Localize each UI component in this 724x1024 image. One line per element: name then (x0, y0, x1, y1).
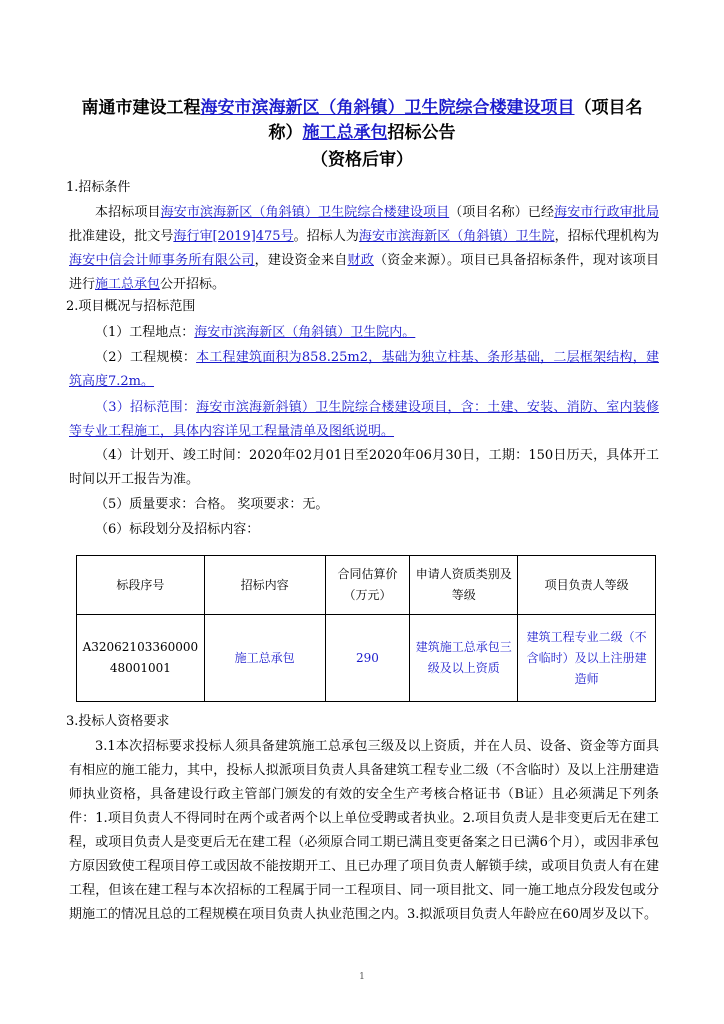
title-suffix: （项目名 (574, 98, 643, 118)
s1-text-d: 。招标人为 (293, 229, 359, 244)
title-line2-suffix: 招标公告 (387, 123, 456, 143)
page-number: 1 (359, 972, 365, 982)
title-package: 施工总承包 (302, 123, 388, 143)
table-row (77, 615, 656, 702)
cell-manager: 建筑工程专业二级（不含临时）及以上注册建造师 (518, 615, 656, 702)
s2-item3-value: 海安市滨海新斜镇）卫生院综合楼建设项目，含：土建、安装、消防、室内装修等专业工程施工，具体内容详见工程量清单及图纸说明。 (69, 400, 659, 439)
col-header-price: 合同估算价（万元） (325, 556, 410, 615)
cell-section-no: A3206210336000048001001 (77, 615, 205, 702)
cell-qualification: 建筑施工总承包三级及以上资质 (410, 615, 518, 702)
s1-project: 海安市滨海新区（角斜镇）卫生院综合楼建设项目 (160, 205, 450, 220)
title-line-3: （资格后审） (311, 150, 413, 170)
section2-item5: （5）质量要求：合格。 奖项要求：无。 (95, 497, 329, 512)
s1-approver: 海安市行政审批局 (554, 205, 659, 220)
title-project-name: 海安市滨海新区（角斜镇）卫生院综合楼建设项目 (200, 98, 575, 118)
s2-item1-value: 海安市滨海新区（角斜镇）卫生院内。 (194, 325, 416, 340)
section2-heading: 2.项目概况与招标范围 (66, 299, 196, 314)
s1-agent: 海安中信会计师事务所有限公司 (69, 253, 255, 268)
section2-item6: （6）标段划分及招标内容： (95, 522, 260, 537)
title-line2-prefix: 称） (268, 123, 303, 143)
s1-doc-no: 海行审[2019]475号 (173, 229, 294, 244)
s1-text-f: ，建设资金来自 (254, 253, 348, 268)
table-header-row (77, 556, 656, 615)
s1-tenderer: 海安市滨海新区（角斜镇）卫生院 (358, 229, 555, 244)
s1-text-e: ，招标代理机构为 (554, 229, 659, 244)
section1-heading: 1.招标条件 (66, 180, 131, 195)
title-line-1 (60, 96, 664, 121)
col-header-section-no: 标段序号 (77, 556, 205, 615)
s1-text-g: （资金来源）。项目已具备招标条件，现对该项目进行 (69, 253, 659, 292)
title-line-2 (60, 121, 664, 146)
section2-item3 (69, 396, 659, 444)
s1-text-b: （项目名称）已经 (449, 205, 555, 220)
section3-paragraph: 3.1本次招标要求投标人须具备建筑施工总承包三级及以上资质，并在人员、设备、资金等方面具有相应的施工能力，其中，投标人拟派项目负责人具备建筑工程专业二级（不含临时）及以上注册建造师执业资格，具备建设行政主管部门颁发的有效的安全生产考核合格证书（B证）且必须满足下列条件：1.项目负责人不得同时在两个或者两个以上单位受聘或者执业。2.项目负责人是非变更后无在建工程，或项目负责人是变更后无在建工程（必须原合同工期已满且变更备案之日已满6个月），或因非承包方原因致使工程项目停工或因故不能按期开工、且已办理了项目负责人解锁手续，或项目负责人有在建工程，但该在建工程与本次招标的工程属于同一工程项目、同一项目批文、同一施工地点分段发包或分期施工的情况且总的工程规模在项目负责人执业范围之内。3.拟派项目负责人年龄应在60周岁及以下。 (69, 739, 659, 922)
s2-item2-value: 本工程建筑面积为858.25m2，基础为独立柱基、条形基础，二层框架结构，建筑高度7.2m。 (69, 350, 659, 389)
s2-item2-label: （2）工程规模： (95, 350, 197, 365)
col-header-content: 招标内容 (204, 556, 325, 615)
s1-text-h: 公开招标。 (160, 277, 226, 292)
s2-item1-label: （1）工程地点： (95, 325, 195, 340)
col-header-qualification: 申请人资质类别及等级 (410, 556, 518, 615)
section2-item2 (69, 346, 659, 394)
s1-fund: 财政 (347, 253, 374, 268)
title-prefix: 南通市建设工程 (81, 98, 201, 118)
section2-item4: （4）计划开、竣工时间：2020年02月01日至2020年06月30日，工期：150日历天，具体开工时间以开工报告为准。 (69, 448, 659, 487)
s1-text-c: 批准建设，批文号 (69, 229, 174, 244)
s1-type: 施工总承包 (95, 277, 161, 292)
cell-content: 施工总承包 (204, 615, 325, 702)
bid-section-table (76, 555, 656, 702)
section3-heading: 3.投标人资格要求 (66, 714, 170, 729)
cell-price: 290 (325, 615, 410, 702)
section1-paragraph (69, 201, 659, 297)
col-header-manager: 项目负责人等级 (518, 556, 656, 615)
s1-text-a: 本招标项目 (95, 205, 161, 220)
s2-item3-label: （3）招标范围： (95, 400, 197, 415)
section2-item1 (69, 321, 659, 345)
